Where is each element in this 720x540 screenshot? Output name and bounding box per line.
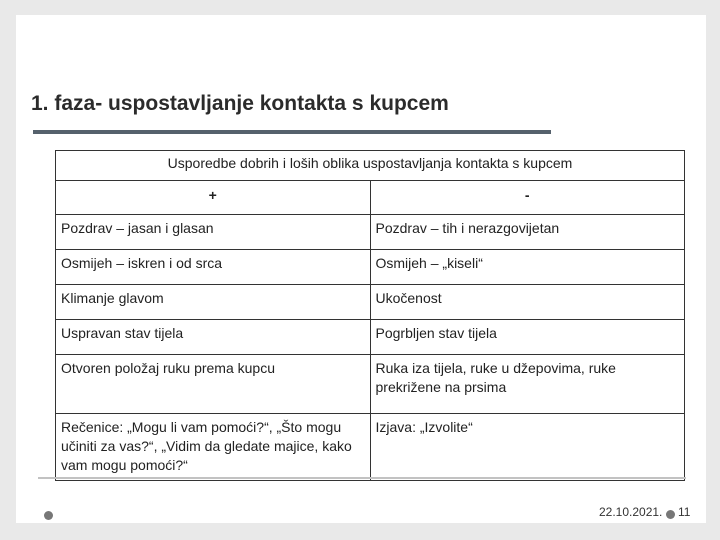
table-caption: Usporedbe dobrih i loših oblika uspostavljanja kontakta s kupcem <box>56 151 685 181</box>
good-cell: Rečenice: „Mogu li vam pomoći?“, „Što mogu učiniti za vas?“, „Vidim da gledate majice, kako vam mogu pomoći?“ <box>56 414 371 481</box>
table-row <box>56 320 685 355</box>
table-row <box>56 355 685 414</box>
comparison-table <box>55 150 685 481</box>
bad-cell: Ukočenost <box>370 285 685 320</box>
bad-cell: Pogrbljen stav tijela <box>370 320 685 355</box>
slide-date: 22.10.2021. <box>599 505 663 519</box>
footer-right-dot <box>666 510 675 519</box>
good-cell: Uspravan stav tijela <box>56 320 371 355</box>
table-row <box>56 215 685 250</box>
header-plus: + <box>56 181 371 215</box>
title-underline <box>33 130 551 134</box>
good-cell: Pozdrav – jasan i glasan <box>56 215 371 250</box>
header-minus: - <box>370 181 685 215</box>
slide-title: 1. faza- uspostavljanje kontakta s kupcem <box>31 92 449 115</box>
footer-left-dot <box>44 511 53 520</box>
bad-cell: Pozdrav – tih i nerazgovijetan <box>370 215 685 250</box>
bad-cell: Ruka iza tijela, ruke u džepovima, ruke prekrižene na prsima <box>370 355 685 414</box>
page-number: 11 <box>678 505 691 519</box>
good-cell: Osmijeh – iskren i od srca <box>56 250 371 285</box>
table-row <box>56 414 685 481</box>
footer-divider <box>38 477 686 479</box>
table-caption-row <box>56 151 685 181</box>
good-cell: Klimanje glavom <box>56 285 371 320</box>
table-row <box>56 285 685 320</box>
table-row <box>56 250 685 285</box>
bad-cell: Izjava: „Izvolite“ <box>370 414 685 481</box>
bad-cell: Osmijeh – „kiseli“ <box>370 250 685 285</box>
table-header-row <box>56 181 685 215</box>
good-cell: Otvoren položaj ruku prema kupcu <box>56 355 371 414</box>
